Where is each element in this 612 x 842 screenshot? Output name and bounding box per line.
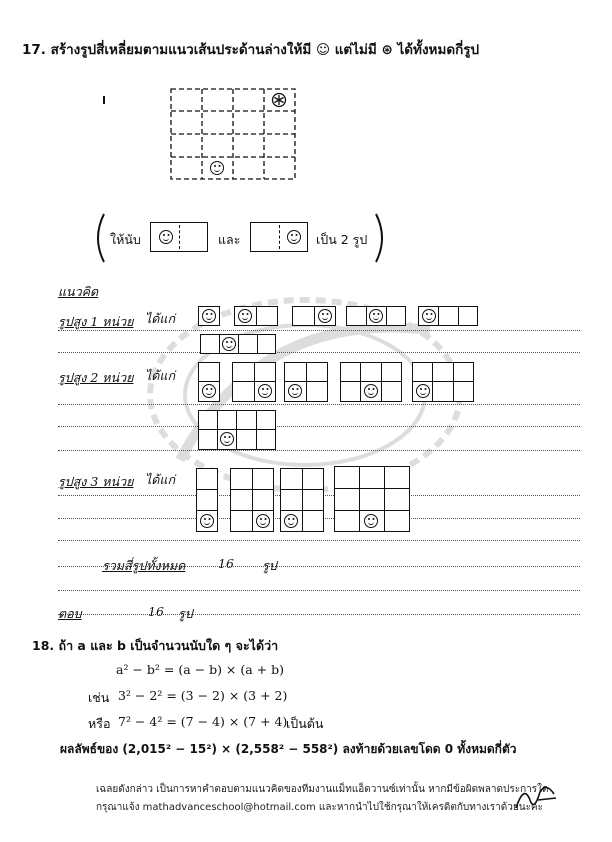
row2-got: ได้แก่ <box>145 368 176 383</box>
question-17-title: 17. สร้างรูปสี่เหลี่ยมตามแนวเส้นประด้านล่างให้มี ☺ แต่ไม่มี ⊛ ได้ทั้งหมดกี่รูป <box>22 42 480 58</box>
footer-line2: กรุณาแจ้ง mathadvanceschool@hotmail.com และหากนำไปใช้กรุณาให้เครดิตกับทางเราด้วยนะคะ <box>96 802 543 813</box>
shape-3x2 <box>230 468 274 532</box>
shape-1x2 <box>234 306 278 326</box>
row1-got: ได้แก่ <box>145 311 176 326</box>
shape-3x2b <box>280 468 324 532</box>
answer-value: 16 <box>148 604 164 619</box>
total-label: รวมสี่รูปทั้งหมด <box>102 558 186 573</box>
example-shape-2 <box>250 222 308 252</box>
smiley-icon <box>220 432 234 446</box>
dotted-line <box>58 352 580 353</box>
smiley-icon <box>222 337 236 351</box>
answer-unit: รูป <box>178 606 193 621</box>
shape-1x3b <box>418 306 478 326</box>
dotted-line <box>58 540 580 541</box>
example1-prefix: เช่น <box>88 690 110 705</box>
shape-2x4 <box>198 410 276 450</box>
smiley-icon <box>284 514 298 528</box>
shape-1x4 <box>200 334 276 354</box>
smiley-icon <box>238 309 252 323</box>
example1: 3² − 2² = (3 − 2) × (3 + 2) <box>118 688 288 703</box>
dotted-line <box>58 450 580 451</box>
footer-line1: เฉลยดังกล่าว เป็นการหาคำตอบตามแนวคิดของทีมงานแม็ทแอ็ดวานซ์เท่านั้น หากมีข้อผิดพลาดประการใด <box>96 784 549 795</box>
example-box <box>90 210 390 266</box>
signature-icon <box>510 778 560 818</box>
example2: 7² − 4² = (7 − 4) × (7 + 4) <box>118 714 288 729</box>
flower-icon <box>271 92 287 108</box>
dotted-line <box>58 426 580 427</box>
smiley-icon <box>200 514 214 528</box>
smiley-icon <box>364 514 378 528</box>
smiley-icon <box>422 309 436 323</box>
stray-mark <box>103 96 105 104</box>
row3-label: รูปสูง 3 หน่วย <box>58 474 134 489</box>
answer-label: ตอบ <box>58 606 82 621</box>
smiley-icon <box>202 309 216 323</box>
dashed-grid <box>170 88 296 180</box>
example2-prefix: หรือ <box>88 716 111 731</box>
smiley-icon <box>258 384 272 398</box>
shape-2x1 <box>198 362 220 402</box>
shape-1x1 <box>198 306 220 326</box>
smiley-icon <box>256 514 270 528</box>
question-18-text: ผลลัพธ์ของ (2,015² − 15²) × (2,558² − 558²) ลงท้ายด้วยเลขโดด 0 ทั้งหมดกี่ตัว <box>60 742 517 756</box>
smiley-icon <box>364 384 378 398</box>
shape-2x2 <box>232 362 276 402</box>
shape-1x2b <box>292 306 336 326</box>
total-unit: รูป <box>262 558 277 573</box>
shape-2x3b <box>412 362 474 402</box>
shape-3x3 <box>334 466 410 532</box>
example-and: และ <box>218 232 241 247</box>
smiley-icon <box>159 230 173 244</box>
shape-1x3 <box>346 306 406 326</box>
smiley-icon <box>210 161 224 175</box>
example2-suffix: เป็นต้น <box>286 716 324 731</box>
smiley-icon <box>287 230 301 244</box>
row1-label: รูปสูง 1 หน่วย <box>58 314 134 329</box>
identity-formula: a² − b² = (a − b) × (a + b) <box>116 662 284 677</box>
smiley-icon <box>202 384 216 398</box>
example-shape-1 <box>150 222 208 252</box>
question-18-line1: 18. ถ้า a และ b เป็นจำนวนนับใด ๆ จะได้ว่า <box>32 638 279 653</box>
shape-2x3 <box>340 362 402 402</box>
smiley-icon <box>318 309 332 323</box>
row2-label: รูปสูง 2 หน่วย <box>58 370 134 385</box>
dotted-line <box>58 404 580 405</box>
dotted-line <box>58 614 580 615</box>
smiley-icon <box>369 309 383 323</box>
example-prefix: ให้นับ <box>110 232 141 247</box>
example-suffix: เป็น 2 รูป <box>316 232 368 247</box>
shape-2x2b <box>284 362 328 402</box>
dotted-line <box>58 590 580 591</box>
dotted-line <box>58 330 580 331</box>
total-value: 16 <box>218 556 234 571</box>
shape-3x1 <box>196 468 218 532</box>
method-heading: แนวคิด <box>58 284 99 299</box>
row3-got: ได้แก่ <box>145 472 176 487</box>
smiley-icon <box>416 384 430 398</box>
smiley-icon <box>288 384 302 398</box>
